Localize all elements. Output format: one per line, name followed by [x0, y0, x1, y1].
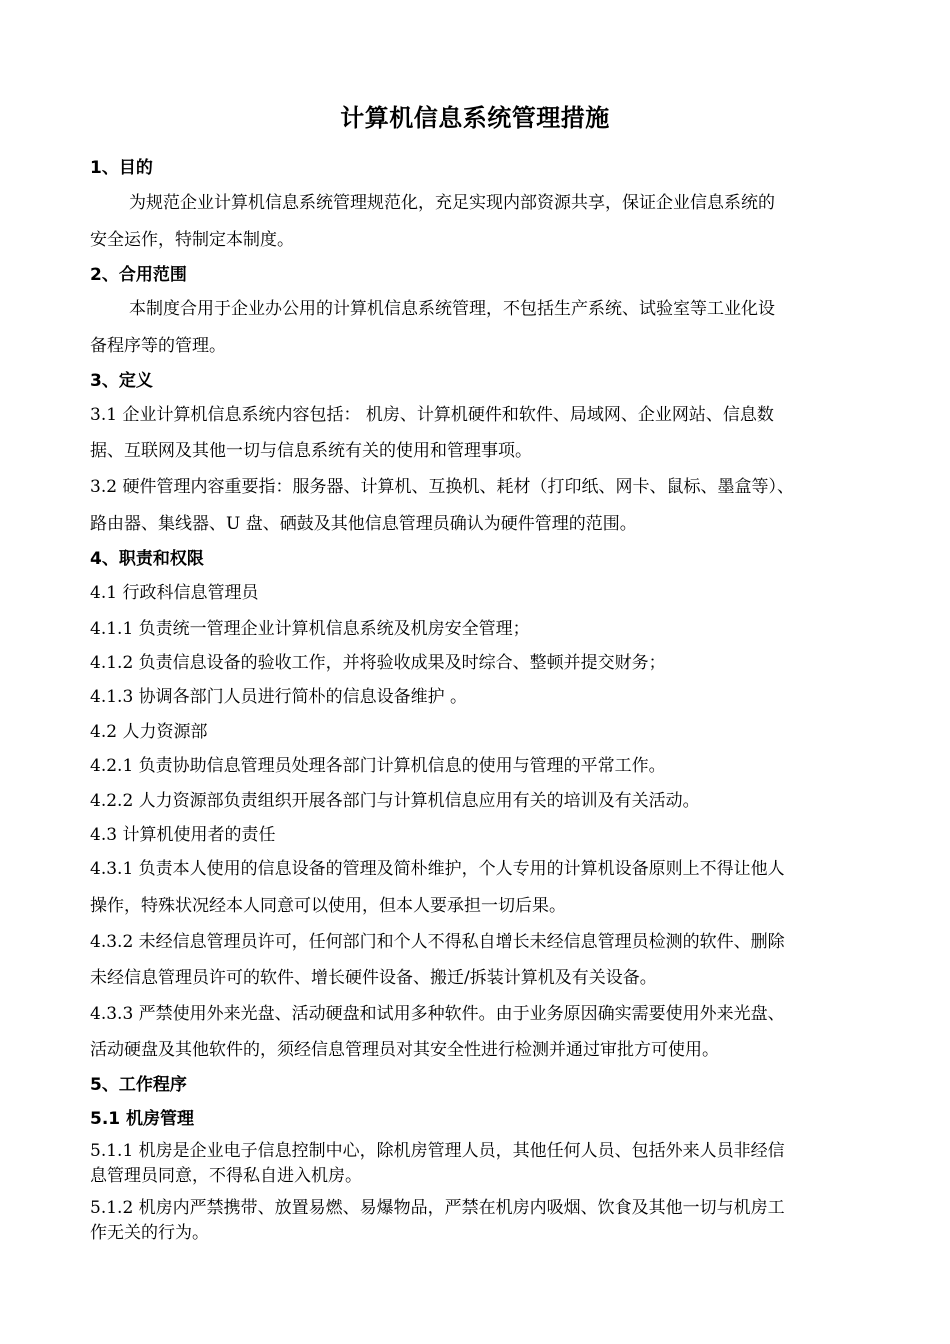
definition-3-1-line-1: 3.1 企业计算机信息系统内容包括： 机房、计算机硬件和软件、局域网、企业网站、信息数	[90, 405, 774, 425]
definition-3-2-line-1: 3.2 硬件管理内容重要指：服务器、计算机、互换机、耗材（打印纸、网卡、鼠标、墨盒等）、	[90, 477, 794, 497]
clause-4-3-1-line-2: 操作，特殊状况经本人同意可以使用，但本人要承担一切后果。	[90, 896, 566, 916]
section-heading-definitions: 3、定义	[90, 371, 153, 391]
clause-4-3-2-line-1: 4.3.2 未经信息管理员许可，任何部门和个人不得私自增长未经信息管理员检测的软件、删除	[90, 932, 785, 952]
clause-4-2-2: 4.2.2 人力资源部负责组织开展各部门与计算机信息应用有关的培训及有关活动。	[90, 791, 700, 811]
scope-paragraph-line-2: 备程序等的管理。	[90, 336, 226, 356]
section-heading-procedures: 5、工作程序	[90, 1075, 187, 1095]
clause-5-1-2-line-2: 作无关的行为。	[90, 1223, 209, 1243]
clause-4-1: 4.1 行政科信息管理员	[90, 583, 259, 603]
clause-4-1-1: 4.1.1 负责统一管理企业计算机信息系统及机房安全管理；	[90, 619, 530, 639]
clause-5-1-1-line-2: 息管理员同意，不得私自进入机房。	[90, 1166, 362, 1186]
clause-4-2-1: 4.2.1 负责协助信息管理员处理各部门计算机信息的使用与管理的平常工作。	[90, 756, 666, 776]
section-heading-scope: 2、合用范围	[90, 265, 187, 285]
clause-4-3-1-line-1: 4.3.1 负责本人使用的信息设备的管理及简朴维护，个人专用的计算机设备原则上不得让他人	[90, 859, 785, 879]
clause-4-1-3: 4.1.3 协调各部门人员进行简朴的信息设备维护 。	[90, 687, 468, 707]
definition-3-1-line-2: 据、互联网及其他一切与信息系统有关的使用和管理事项。	[90, 441, 532, 461]
section-heading-responsibilities: 4、职责和权限	[90, 549, 204, 569]
purpose-paragraph-line-2: 安全运作，特制定本制度。	[90, 230, 294, 250]
clause-4-3-3-line-2: 活动硬盘及其他软件的，须经信息管理员对其安全性进行检测并通过审批方可使用。	[90, 1040, 719, 1060]
clause-5-1-1-line-1: 5.1.1 机房是企业电子信息控制中心，除机房管理人员，其他任何人员、包括外来人员非经信	[90, 1141, 785, 1161]
clause-4-2: 4.2 人力资源部	[90, 722, 208, 742]
clause-4-3-2-line-2: 未经信息管理员许可的软件、增长硬件设备、搬迁/拆装计算机及有关设备。	[90, 968, 657, 988]
scope-paragraph-line-1: 本制度合用于企业办公用的计算机信息系统管理，不包括生产系统、试验室等工业化设	[129, 299, 775, 319]
clause-4-3: 4.3 计算机使用者的责任	[90, 825, 276, 845]
subsection-heading-server-room: 5.1 机房管理	[90, 1109, 195, 1129]
clause-4-1-2: 4.1.2 负责信息设备的验收工作，并将验收成果及时综合、整顿并提交财务；	[90, 653, 666, 673]
clause-4-3-3-line-1: 4.3.3 严禁使用外来光盘、活动硬盘和试用多种软件。由于业务原因确实需要使用外来光盘、	[90, 1004, 785, 1024]
section-heading-purpose: 1、目的	[90, 158, 153, 178]
purpose-paragraph-line-1: 为规范企业计算机信息系统管理规范化，充足实现内部资源共享，保证企业信息系统的	[129, 193, 775, 213]
clause-5-1-2-line-1: 5.1.2 机房内严禁携带、放置易燃、易爆物品，严禁在机房内吸烟、饮食及其他一切与机房工	[90, 1198, 785, 1218]
document-title: 计算机信息系统管理措施	[340, 104, 610, 132]
definition-3-2-line-2: 路由器、集线器、U 盘、硒鼓及其他信息管理员确认为硬件管理的范围。	[90, 514, 637, 534]
